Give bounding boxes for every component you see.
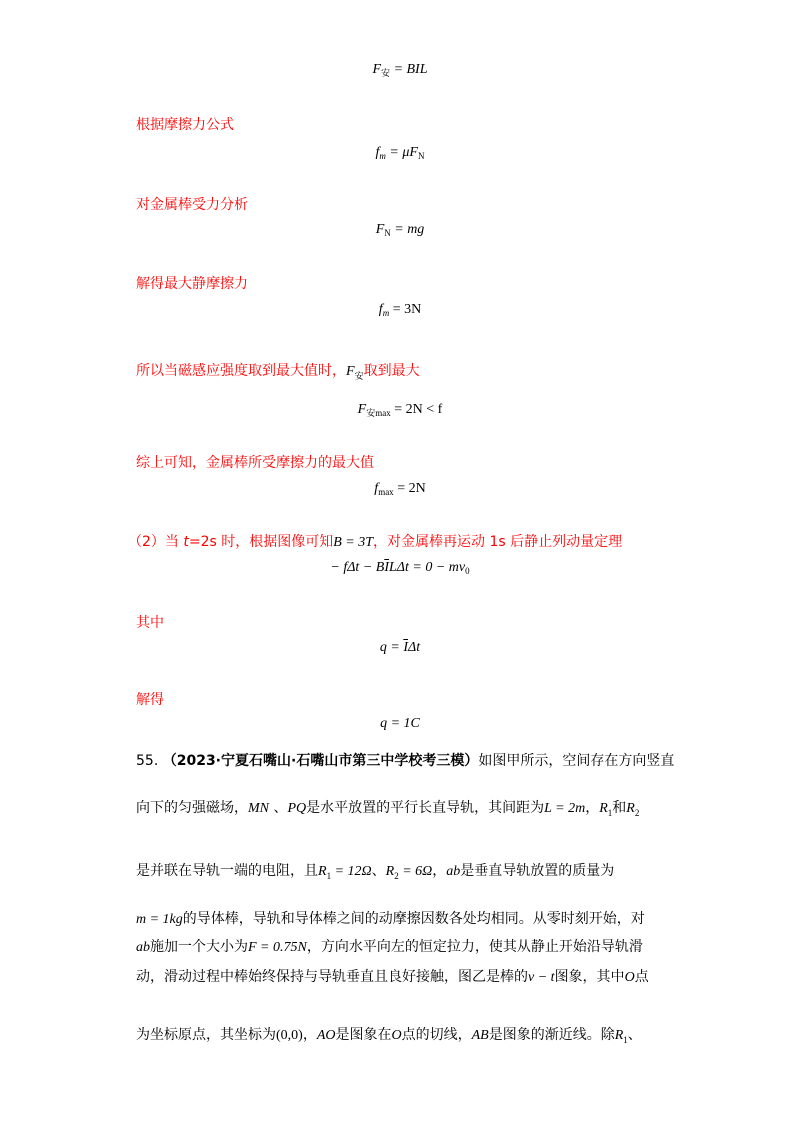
problem-line-3: 是并联在导轨一端的电阻，且$R_1 = 12\Omega$、$R_2 = 6\Omega$，ab是垂直导轨放置的质量为: [136, 863, 615, 881]
equation-ampere-force: $F_安$ = BIL: [372, 62, 428, 78]
problem-line-7: 为坐标原点，其坐标为(0,0)，AO是图象在O点的切线，AB是图象的渐近线。除$R_1$、: [136, 1027, 642, 1045]
equation-charge-value: q = 1C: [380, 716, 420, 731]
text-friction-formula: 根据摩擦力公式: [136, 117, 234, 133]
equation-normal-force: $F_N$ = mg: [375, 222, 425, 238]
text-max-b-field: 所以当磁感应强度取到最大值时，$F_安$取到最大: [136, 363, 420, 381]
text-conclusion: 综上可知，金属棒所受摩擦力的最大值: [136, 455, 374, 471]
equation-max-friction: $f_m = \mu F_N$: [375, 145, 425, 161]
problem-number: 55.: [136, 753, 159, 769]
problem-line-5: ab施加一个大小为F = 0.75N，方向水平向左的恒定拉力，使其从静止开始沿导轨滑: [136, 939, 643, 955]
problem-line-2: 向下的匀强磁场，MN 、PQ是水平放置的平行长直导轨，其间距为L = 2m，$R_1$和$R_2$: [136, 800, 640, 818]
equation-fmax-value: $f_{max} = 2N$: [374, 481, 426, 497]
problem-line-6: 动，滑动过程中棒始终保持与导轨垂直且良好接触，图乙是棒的v − t图象，其中O点: [136, 969, 649, 985]
text-force-analysis: 对金属棒受力分析: [136, 197, 248, 213]
text-solve: 解得: [136, 692, 164, 708]
text-solve-static-friction: 解得最大静摩擦力: [136, 276, 248, 292]
text-where: 其中: [136, 615, 164, 631]
text-part-two: （2）当 t=2s 时，根据图像可知B = 3T，对金属棒再运动 1s 后静止列动量定理: [128, 534, 623, 550]
problem-line-4: m = 1kg的导体棒，导轨和导体棒之间的动摩擦因数各处均相同。从零时刻开始，对: [136, 911, 645, 927]
equation-charge-def: $q = \overline{I}\Delta t$: [379, 640, 421, 655]
problem-source: （2023·宁夏石嘴山·石嘴山市第三中学校考三模）: [162, 753, 479, 769]
equation-fmax-compare: $F_{安max} = 2N < f$: [357, 402, 443, 418]
problem-line-1: 55. （2023·宁夏石嘴山·石嘴山市第三中学校考三模）如图甲所示，空间存在方向竖直: [136, 753, 675, 769]
equation-fm-value: $f_m = 3N$: [378, 302, 422, 318]
equation-momentum-theorem: − $f\Delta t - B\overline{I}L\Delta t = 0 - mv_0$: [330, 560, 470, 576]
